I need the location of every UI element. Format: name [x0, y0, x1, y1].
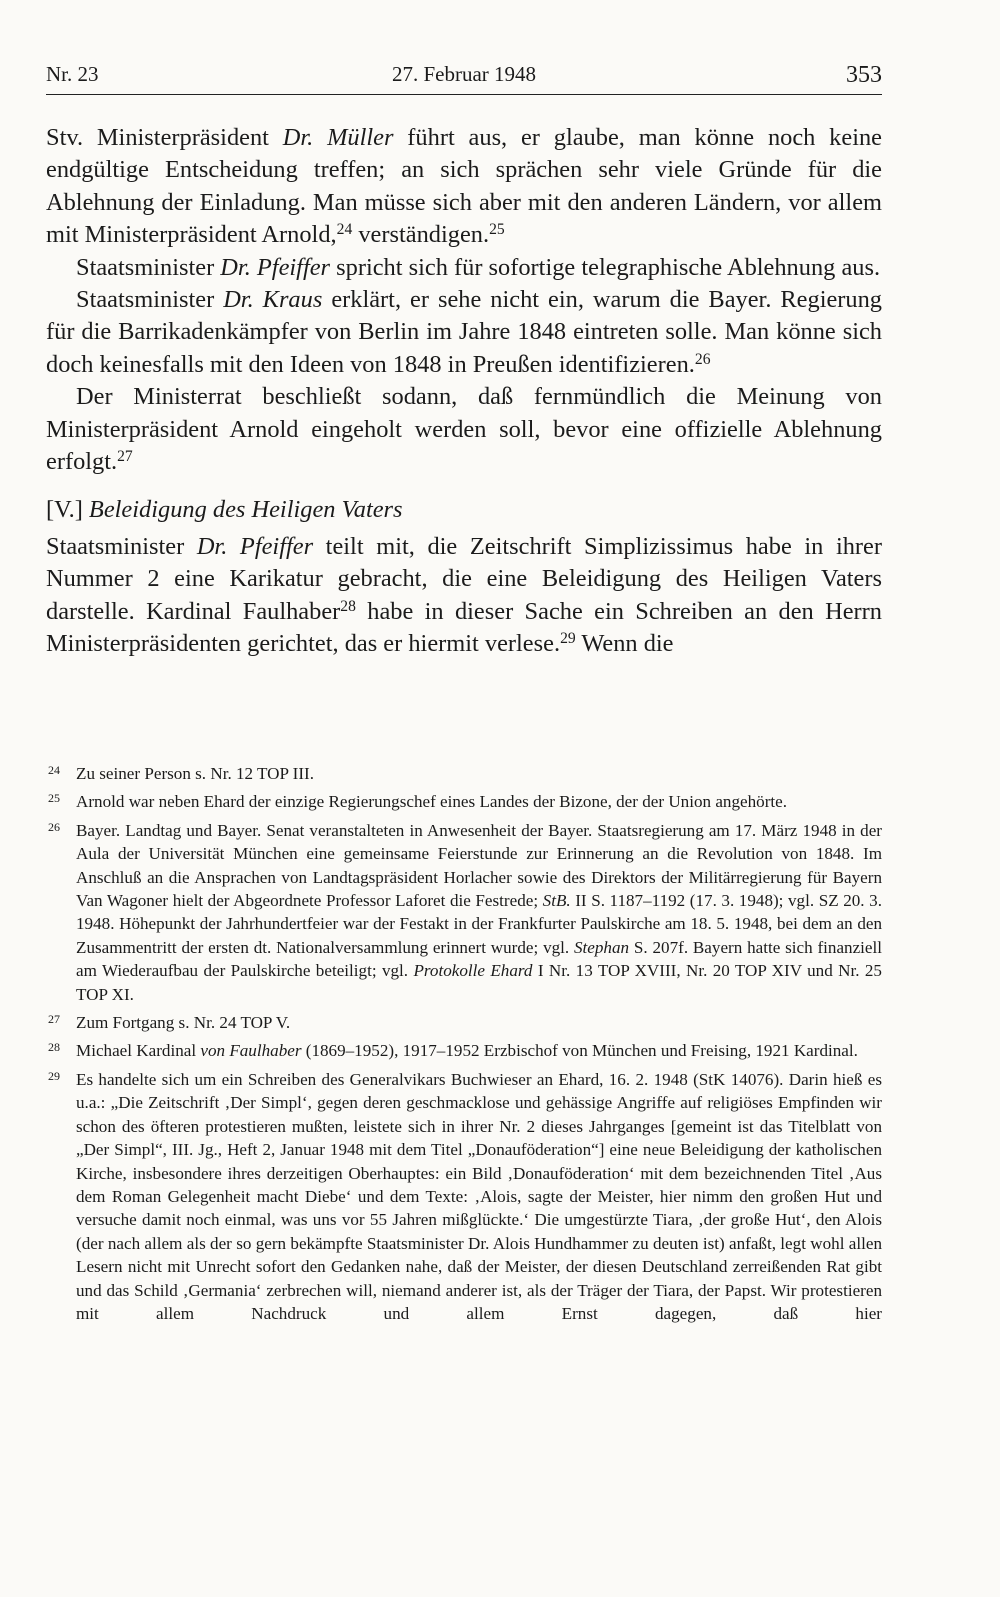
speaker-name: Dr. Pfeiffer	[196, 532, 314, 560]
paragraph-pfeiffer-simplizissimus: Staatsminister Dr. Pfeiffer teilt mit, die Zeitschrift Simplizissimus habe in ihrer Nummer 2 eine Karikatur gebracht, die eine Beleidigung des Heiligen Vaters darstelle. Kardinal Faulhaber$^{28}$ habe in dieser Sache ein Schreiben an den Herrn Ministerpräsidenten gerichtet, das er hiermit verlese.$^{29}$ Wenn die	[46, 532, 883, 658]
footnote-24: 24 Zu seiner Person s. Nr. 12 TOP III.	[48, 763, 315, 783]
section-title: Beleidigung des Heiligen Vaters	[88, 496, 403, 524]
footnote-ref-25[interactable]: 25	[489, 221, 505, 239]
footnote-ref-28[interactable]: 28	[340, 597, 356, 615]
footnote-26: 26 Bayer. Landtag und Bayer. Senat veranstalteten in Anwesenheit der Bayer. Staatsregierung am 17. März 1948 in der Aula der Universität München eine gemeinsame Feierstunde zur Erinnerung an die Revolution von 1848. Im Anschluß an die Ansprachen von Landtagspräsident Horlacher sowie des Direktors der Militärregierung für Bayern Van Wagoner hielt der Abgeordnete Professor Laforet die Festrede; StB. II S. 1187–1192 (17. 3. 1948); vgl. SZ 20. 3. 1948. Höhepunkt der Jahrhundertfeier war der Festakt in der Frankfurter Paulskirche am 18. 5. 1948, bei dem an den Zusammentritt der ersten dt. Nationalversammlung erinnert wurde; vgl. Stephan S. 207f. Bayern hatte sich finanziell am Wiederaufbau der Paulskirche beteiligt; vgl. Protokolle Ehard I Nr. 13 TOP XVIII, Nr. 20 TOP XIV und Nr. 25 TOP XI.	[48, 819, 882, 1004]
footnote-ref-24[interactable]: 24	[336, 221, 353, 239]
paragraph-mueller: Stv. Ministerpräsident Dr. Müller führt aus, er glaube, man könne noch keine endgültige Entscheidung treffen; an sich sprächen sehr viele Gründe für die Ablehnung der Einladung. Man müsse sich aber mit den anderen Ländern, vor allem mit Ministerpräsident Arnold,$^{24}$ verständigen.$^{25}$	[46, 124, 882, 249]
paragraph-ministerrat: Der Ministerrat beschließt sodann, daß fernmündlich die Meinung von Ministerpräsident Arnold eingeholt werden soll, bevor eine offizielle Ablehnung erfolgt.$^{27}$	[46, 383, 882, 476]
footnote-29: 29 Es handelte sich um ein Schreiben des Generalvikars Buchwieser an Ehard, 16. 2. 1948 (StK 14076). Darin hieß es u.a.: „Die Zeitschrift ‚Der Simpl‘, gegen deren geschmacklose und gehässige Angriffe auf religiöses Empfinden wir schon des öfteren protestieren mußten, leistete sich in ihrer Nr. 2 dieses Jahrganges [gemeint ist das Titelblatt von „Der Simpl“, III. Jg., Heft 2, Januar 1948 mit dem Titel „Donauföderation“] eine neue Beleidigung der katholischen Kirche, insbesondere ihres derzeitigen Oberhauptes: ein Bild ‚Donauföderation‘ mit dem bezeichnenden Titel ‚Aus dem Roman Gelegenheit macht Diebe‘ und dem Texte: ‚Alois, sagte der Meister, hier nimm den großen Hut und versuche damit noch einmal, was uns vor 55 Jahren mißglückte.‘ Die umgestürzte Tiara, ‚der große Hut‘, den Alois (der nach allem als der so gern bekämpfte Staatsminister Dr. Alois Hundhammer zu deuten ist) anfaßt, legt wohl allen Lesern nicht mit Unrecht sofort den Gedanken nahe, daß der Meister, der diesen Deutschland zerreißenden Rat gibt und das Schild ‚Germania‘ zerbrechen will, niemand anderer ist, als der Träger der Tiara, der Papst. Wir protestieren mit allem Nachdruck und allem Ernst dagegen, daß hier	[48, 1068, 882, 1323]
footnote-25: 25 Arnold war neben Ehard der einzige Regierungschef eines Landes der Bizone, der der Union angehörte.	[48, 791, 788, 812]
page-number: 353	[846, 62, 882, 88]
document-date: 27. Februar 1948	[391, 62, 537, 86]
speaker-name: Dr. Müller	[282, 124, 394, 151]
document-number: Nr. 23	[46, 62, 99, 86]
section-heading: [V.] Beleidigung des Heiligen Vaters	[46, 496, 403, 524]
speaker-name: Dr. Pfeiffer	[220, 253, 331, 281]
paragraph-pfeiffer: Staatsminister Dr. Pfeiffer spricht sich für sofortige telegraphische Ablehnung aus.	[76, 253, 881, 281]
footnote-ref-27[interactable]: 27	[117, 447, 133, 465]
paragraph-kraus: Staatsminister Dr. Kraus erklärt, er sehe nicht ein, warum die Bayer. Regierung für die Barrikadenkämpfer von Berlin im Jahre 1848 eintreten solle. Man könne sich doch keinesfalls mit den Ideen von 1848 in Preußen identifizieren.$^{26}$	[46, 286, 883, 378]
footnote-ref-29[interactable]: 29	[560, 629, 576, 647]
footnotes	[46, 762, 882, 1330]
speaker-name: Dr. Kraus	[223, 286, 323, 314]
footnote-27: 27 Zum Fortgang s. Nr. 24 TOP V.	[48, 1012, 291, 1033]
main-text	[46, 122, 882, 661]
footnote-ref-26[interactable]: 26	[694, 350, 711, 368]
running-header	[46, 62, 882, 95]
footnote-28: 28 Michael Kardinal von Faulhaber (1869–1952), 1917–1952 Erzbischof von München und Freising, 1921 Kardinal.	[48, 1040, 858, 1061]
